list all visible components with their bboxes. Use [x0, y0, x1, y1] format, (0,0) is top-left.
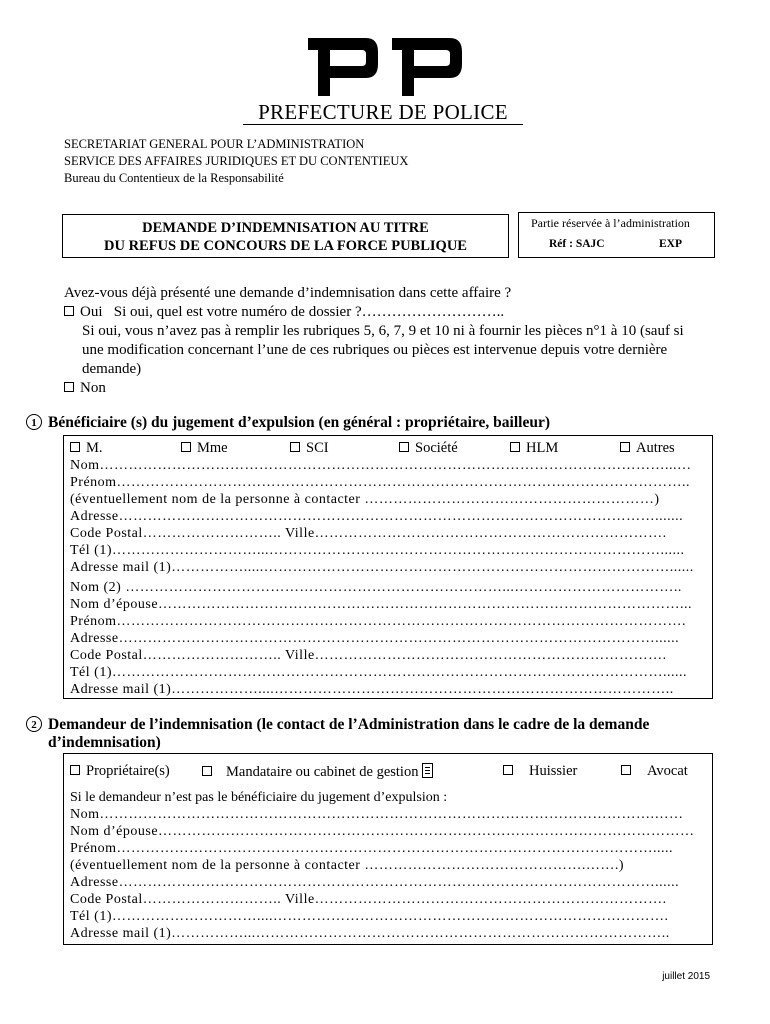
admin-box-title: Partie réservée à l’administration [531, 216, 690, 230]
header-line-1: SECRETARIAT GENERAL POUR L’ADMINISTRATION [64, 137, 365, 151]
s1-cp-ville-field[interactable]: Code Postal……………………….. Ville………………………………………………………………. [70, 526, 667, 541]
option-mme-label: Mme [197, 440, 228, 456]
info-line-2: une modification concernant l’une de ces rubriques ou pièces est intervenue depuis votre dernière [82, 342, 668, 358]
section2-title-line-2: d’indemnisation) [48, 734, 161, 751]
oui-label: Oui [80, 304, 103, 320]
option-mandataire-checkbox[interactable] [202, 766, 212, 776]
title-rule [243, 124, 523, 125]
option-societe-checkbox[interactable] [399, 442, 409, 452]
option-hlm[interactable] [510, 440, 558, 457]
option-hlm-checkbox[interactable] [510, 442, 520, 452]
option-societe[interactable] [399, 440, 458, 457]
option-proprietaire-checkbox[interactable] [70, 765, 80, 775]
option-proprietaire[interactable] [70, 763, 170, 780]
non-checkbox[interactable] [64, 382, 74, 392]
s1-prenom2-field[interactable]: Prénom………………………………………………………………………………………………………. [70, 614, 687, 629]
info-line-1: Si oui, vous n’avez pas à remplir les rubriques 5, 6, 7, 9 et 10 ni à fournir les pièces n°1 à 10 (sauf si [82, 323, 684, 339]
section2-number: 2 [26, 716, 42, 732]
s1-nom2-field[interactable]: Nom (2) ……………………………………………………………………...…………………………….. [70, 580, 682, 595]
option-m[interactable] [70, 440, 103, 457]
admin-box-ref: Réf : SAJC [549, 238, 605, 250]
s2-prenom-field[interactable]: Prénom…………………………………………………………………………………………………..... [70, 841, 674, 856]
option-sci[interactable] [290, 440, 329, 457]
non-label: Non [80, 380, 106, 396]
oui-row [64, 304, 504, 321]
s1-nom-field[interactable]: Nom………………………………………………………………………………………………………...… [70, 458, 692, 473]
option-huissier[interactable] [503, 763, 577, 780]
admin-box-exp: EXP [659, 238, 682, 250]
s1-mail2-field[interactable]: Adresse mail (1)………………....……………………………………………………………………….. [70, 682, 674, 697]
section1-title: Bénéficiaire (s) du jugement d’expulsion (en général : propriétaire, bailleur) [48, 414, 550, 431]
s1-prenom-field[interactable]: Prénom……………………………………………………………………………………………………….. [70, 475, 691, 490]
info-line-3: demande) [82, 361, 142, 377]
s2-tel-field[interactable]: Tél (1)…………………………....………………………………………………………………………. [70, 909, 669, 924]
section2-heading [26, 716, 649, 734]
s1-tel-field[interactable]: Tél (1)…………………………...………………………………………………………………………...... [70, 543, 685, 558]
option-m-checkbox[interactable] [70, 442, 80, 452]
s1-contact-field[interactable]: (éventuellement nom de la personne à contacter ……………………………………………………) [70, 492, 660, 507]
prefecture-logo [308, 30, 468, 96]
demand-title-line-1: DEMANDE D’INDEMNISATION AU TITRE [142, 220, 429, 236]
header-line-3: Bureau du Contentieux de la Responsabilité [64, 171, 284, 185]
option-mme-checkbox[interactable] [181, 442, 191, 452]
option-autres-checkbox[interactable] [620, 442, 630, 452]
option-sci-label: SCI [306, 440, 329, 456]
option-m-label: M. [86, 440, 103, 456]
option-mme[interactable] [181, 440, 228, 457]
option-sci-checkbox[interactable] [290, 442, 300, 452]
s2-cp-ville-field[interactable]: Code Postal……………………….. Ville………………………………………………………………. [70, 892, 667, 907]
option-huissier-label: Huissier [529, 763, 578, 779]
option-avocat-checkbox[interactable] [621, 765, 631, 775]
option-huissier-checkbox[interactable] [503, 765, 513, 775]
s1-adresse-field[interactable]: Adresse…………………………………………………………………………………………………....... [70, 509, 684, 524]
option-autres[interactable] [620, 440, 675, 457]
header-line-2: SERVICE DES AFFAIRES JURIDIQUES ET DU CONTENTIEUX [64, 154, 409, 168]
s2-nom-epouse-field[interactable]: Nom d’épouse………………………………………………………………………………………………… [70, 824, 695, 839]
document-icon [422, 763, 433, 778]
demand-title-line-2: DU REFUS DE CONCOURS DE LA FORCE PUBLIQUE [104, 238, 467, 254]
option-proprietaire-label: Propriétaire(s) [86, 763, 170, 779]
s1-tel2-field[interactable]: Tél (1)……………………………………………………………………………………………………...... [70, 665, 687, 680]
s1-nom-epouse-field[interactable]: Nom d’épouse………………………………………………………………………………………………... [70, 597, 693, 612]
s2-contact-field[interactable]: (éventuellement nom de la personne à contacter ……………………………………….…….) [70, 858, 625, 873]
option-hlm-label: HLM [526, 440, 559, 456]
admin-box [518, 212, 715, 258]
s2-adresse-field[interactable]: Adresse…………………………………………………………………………………………………...... [70, 875, 680, 890]
footer-date: juillet 2015 [662, 971, 710, 982]
non-row [64, 380, 106, 397]
s1-adresse2-field[interactable]: Adresse…………………………………………………………………………………………………...... [70, 631, 680, 646]
option-autres-label: Autres [636, 440, 675, 456]
s2-intro: Si le demandeur n’est pas le bénéficiaire du jugement d’expulsion : [70, 790, 448, 805]
option-societe-label: Société [415, 440, 458, 456]
section1-heading [26, 414, 550, 432]
section2-title-line-1: Demandeur de l’indemnisation (le contact de l’Administration dans le cadre de la demande [48, 716, 650, 733]
option-mandataire-label: Mandataire ou cabinet de gestion [226, 764, 419, 780]
oui-dossier-text: Si oui, quel est votre numéro de dossier ?……………………….. [113, 304, 505, 320]
prefecture-title: PREFECTURE DE POLICE [258, 100, 508, 124]
s1-mail-field[interactable]: Adresse mail (1)…………….....…………………………………………………………………………...... [70, 560, 694, 575]
section1-number: 1 [26, 414, 42, 430]
option-avocat-label: Avocat [647, 763, 688, 779]
option-mandataire[interactable] [202, 763, 433, 781]
s1-cp-ville2-field[interactable]: Code Postal……………………….. Ville………………………………………………………………. [70, 648, 667, 663]
question-text: Avez-vous déjà présenté une demande d’indemnisation dans cette affaire ? [64, 285, 512, 301]
s2-nom-field[interactable]: Nom…………………………………………………………………………………………………….…… [70, 807, 684, 822]
oui-checkbox[interactable] [64, 306, 74, 316]
demand-title-box [62, 214, 509, 258]
s2-mail-field[interactable]: Adresse mail (1)……………...………………………………………………………………………….. [70, 926, 670, 941]
option-avocat[interactable] [621, 763, 688, 780]
